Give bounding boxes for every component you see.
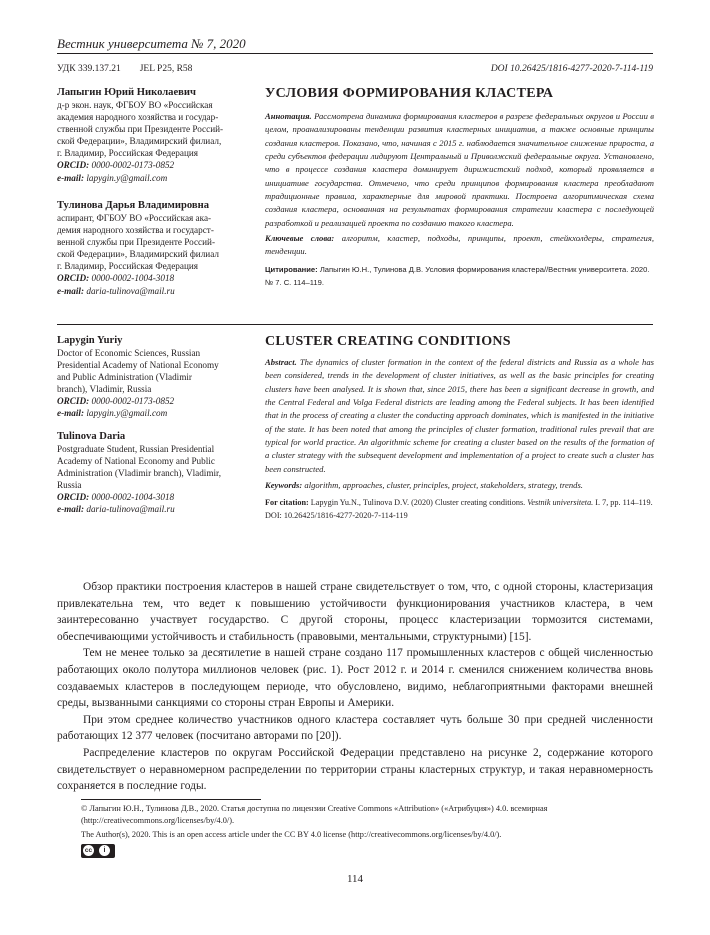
affiliation-line: branch), Vladimir, Russia [57, 384, 152, 395]
udk-code: УДК 339.137.21 [57, 64, 121, 74]
email: e-mail: lapygin.y@gmail.com [57, 172, 168, 183]
doi: DOI 10.26425/1816-4277-2020-7-114-119 [490, 64, 653, 74]
email-link[interactable]: lapygin.y@gmail.com [86, 172, 168, 183]
affiliation-line: академия народного хозяйства и государ- [57, 112, 219, 123]
email-link[interactable]: daria-tulinova@mail.ru [86, 285, 175, 296]
affiliation-line: аспирант, ФГБОУ ВО «Российская ака- [57, 213, 212, 223]
email-link[interactable]: lapygin.y@gmail.com [86, 408, 168, 419]
affiliation-line: and Public Administration (Vladimir [57, 372, 192, 383]
affiliation-line: д-р экон. наук, ФГБОУ ВО «Российская [57, 100, 213, 110]
page-number: 114 [346, 873, 364, 885]
body-paragraph: Распределение кластеров по округам Российской Федерации представлено на рисунке 2, содержание которого свидетельствует о неравномерном распределении по территории страны кластерных структур, и такая неравномерность сохраняется в последние годы. [57, 746, 653, 793]
email-link[interactable]: daria-tulinova@mail.ru [86, 504, 175, 515]
affiliation-line: Postgraduate Student, Russian Presidential [57, 444, 215, 454]
email: e-mail: daria-tulinova@mail.ru [57, 504, 175, 515]
header-rule [57, 53, 653, 54]
affiliation-line: Presidential Academy of National Economy [57, 360, 219, 371]
abstract-en-section [265, 334, 654, 522]
footnote-rule [81, 799, 261, 800]
email: e-mail: daria-tulinova@mail.ru [57, 285, 175, 296]
author-block-en-2 [57, 430, 257, 516]
abstract-ru: Аннотация. Рассмотрена динамика формирования кластеров в разрезе федеральных округов и России в целом, проанализированы тенденции развития кластерных инициатив, а также основные принципы создания кластеров. Показано, что, начиная с 2015 г. наблюдается значительное снижение прироста, а среди субъектов федерации лидируют Центральный и Приволжский федеральные округа. Установлено, что в процессе создания кластера доминирует дирижистский подход, который проявляется в инициативе государства. Отмечено, что среди принципов формирования кластера преобладают традиционные правила, характерные для мировой практики. Построена алгоритмическая схема создания кластера, основанная на результатах формирования стратегии кластера с последующей разработкой и реализацией проекта по созданию такого кластера. [265, 111, 654, 228]
journal-header: Вестник университета № 7, 2020 [57, 36, 246, 51]
orcid: ORCID: 0000-0002-1004-3018 [57, 492, 175, 503]
orcid: ORCID: 0000-0002-0173-0852 [57, 396, 175, 407]
affiliation-line: г. Владимир, Российская Федерация [57, 148, 199, 159]
cc-icon: cc [84, 847, 93, 854]
affiliation-line: Russia [57, 480, 82, 491]
section-divider [57, 324, 653, 325]
affiliation-line: ской Федерации», Владимирский филиал [57, 249, 219, 260]
citation-ru: Цитирование: Лапыгин Ю.Н., Тулинова Д.В. Условия формирования кластера//Вестник университета. 2020. № 7. С. 114–119. [265, 264, 650, 287]
jel-code: JEL P25, R58 [139, 64, 193, 74]
cc-by-license-icon[interactable] [81, 844, 115, 858]
affiliation-line: ской Федерации», Владимирский филиал, [57, 136, 222, 147]
affiliation-line: Academy of National Economy and Public [57, 456, 215, 467]
author-name: Лапыгин Юрий Николаевич [57, 87, 196, 98]
article-title-en: CLUSTER CREATING CONDITIONS [265, 334, 511, 349]
body-text [57, 579, 653, 795]
author-block-ru-1 [57, 86, 257, 184]
author-block-ru-2 [57, 199, 257, 297]
keywords-ru: Ключевые слова: алгоритм, кластер, подходы, принципы, проект, стейкхолдеры, стратегия, тенденции. [265, 233, 654, 257]
affiliation-line: Doctor of Economic Sciences, Russian [57, 348, 201, 358]
abstract-en: Abstract. The dynamics of cluster formation in the context of the federal districts and Russia as a whole has been considered, trends in the development of cluster initiatives, as well as the basic principles for creating clusters have been analysed. It is shown that, since 2015, there has been a significant decrease in growth, and the Central Federal and Volga Federal districts are leading among the Federal subjects. It has been identified that in the process of creating a cluster the conducting approach dominates, which is manifested in the initiative of the state. It has been noted that among the principles of cluster formation, traditional rules prevail that are typical for world practice. An algorithmic scheme for creating a cluster based on the results of the formation of a cluster strategy with the subsequent development and implementation of a project to create such a cluster has been constructed. [265, 357, 654, 474]
body-paragraph: При этом среднее количество участников одного кластера составляет чуть больше 30 при средней численности работающих 12 377 человек (посчитано авторами по [20]). [57, 713, 653, 743]
orcid: ORCID: 0000-0002-0173-0852 [57, 160, 175, 171]
body-paragraph: Обзор практики построения кластеров в нашей стране свидетельствует о том, что, с одной стороны, кластеризация привлекательна тем, что ведет к повышению устойчивости функционирования участников кластера, в чем заинтересованно участвует государство. С другой стороны, процесс кластеризации тормозится системами, обеспечивающими устойчивость и стабильность (правовыми, ментальными, структурными) [15]. [57, 581, 653, 643]
attribution-icon: i [99, 845, 110, 856]
affiliation-line: Administration (Vladimir branch), Vladimir, [57, 468, 222, 479]
keywords-en: Keywords: algorithm, approaches, cluster, principles, project, stakeholders, strategy, trends. [265, 480, 583, 491]
author-name: Tulinova Daria [57, 431, 126, 442]
affiliation-line: демия народного хозяйства и государст- [57, 225, 214, 236]
citation-en: For citation: Lapygin Yu.N., Tulinova D.V. (2020) Cluster creating conditions. Vestnik universiteta. I. 7, pp. 114–119. DOI: 10.26425/1816-4277-2020-7-114-119 [265, 498, 653, 521]
affiliation-line: венной службы при Президенте Россий- [57, 237, 216, 248]
body-paragraph: Тем не менее только за десятилетие в нашей стране создано 117 промышленных кластеров с общей численностью работающих около полутора миллионов человек (рис. 1). Рост 2012 г. и 2014 г. сменился снижением количества вновь создаваемых кластеров в последующем периоде, что обусловлено, видимо, неблагоприятными факторами внешней среды, вызванными санкциями со стороны стран Европы и Америки. [57, 647, 653, 710]
article-title-ru: УСЛОВИЯ ФОРМИРОВАНИЯ КЛАСТЕРА [265, 86, 554, 101]
affiliation-line: г. Владимир, Российская Федерация [57, 261, 199, 272]
author-name: Тулинова Дарья Владимировна [57, 200, 210, 211]
email: e-mail: lapygin.y@gmail.com [57, 408, 168, 419]
orcid: ORCID: 0000-0002-1004-3018 [57, 273, 175, 284]
author-name: Lapygin Yuriy [57, 335, 123, 346]
abstract-ru-section [265, 86, 654, 289]
footnote-en: The Author(s), 2020. This is an open access article under the CC BY 4.0 license (http://creativecommons.org/licenses/by/4.0/). [81, 830, 502, 839]
udk-jel [57, 64, 192, 74]
footnote-ru: © Лапыгин Ю.Н., Тулинова Д.В., 2020. Статья доступна по лицензии Creative Commons «Attribution» («Атрибуция») 4.0. всемирная (http://creativecommons.org/licenses/by/4.0/). [81, 804, 548, 826]
affiliation-line: ственной службы при Президенте Россий- [57, 124, 224, 135]
author-block-en-1 [57, 334, 257, 420]
